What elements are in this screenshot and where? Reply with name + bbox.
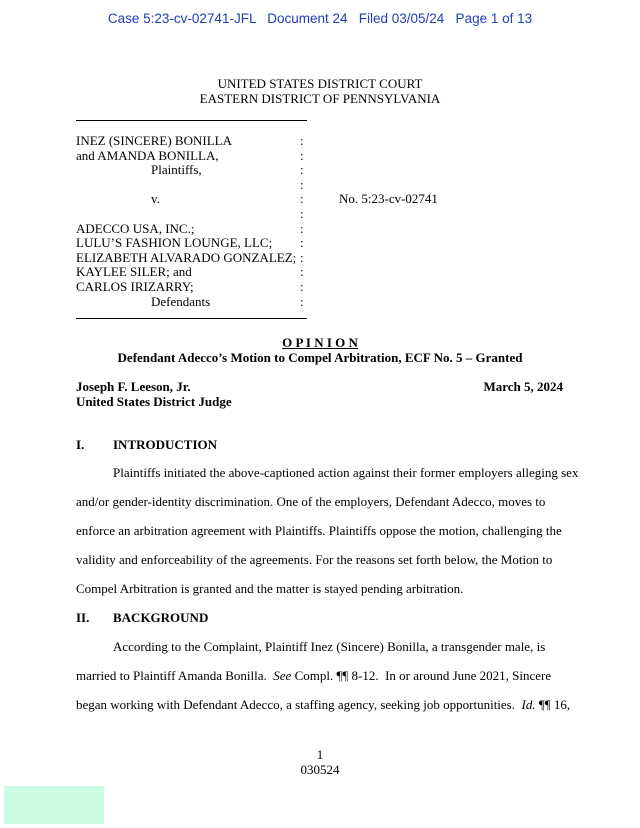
paragraph-line: According to the Complaint, Plaintiff Inez (Sincere) Bonilla, a transgender male, is — [113, 639, 546, 654]
highlight-box — [4, 786, 104, 824]
caption-colon: : — [300, 133, 304, 148]
opinion-title: O P I N I O N — [282, 335, 358, 350]
versus: v. — [151, 191, 160, 207]
plaintiff-name-1: INEZ (SINCERE) BONILLA — [76, 133, 232, 148]
plaintiff-name-2: and AMANDA BONILLA, — [76, 147, 219, 163]
caption-colon: : — [300, 176, 304, 192]
paragraph-line: Plaintiffs initiated the above-captioned action against their former employers alleging sex — [113, 465, 579, 480]
plaintiffs-label: Plaintiffs, — [151, 162, 202, 178]
caption-colon: : — [300, 293, 304, 309]
paragraph-line: enforce an arbitration agreement with Plaintiffs. Plaintiffs oppose the motion, challenging the — [76, 523, 562, 538]
paragraph-line — [76, 668, 551, 684]
caption-colon: : — [300, 249, 304, 265]
caption-colon: : — [300, 235, 304, 251]
caption-colon: : — [300, 264, 304, 280]
opinion-subtitle: Defendant Adecco’s Motion to Compel Arbitration, ECF No. 5 – Granted — [117, 350, 523, 365]
text-run: began working with Defendant Adecco, a staffing agency, seeking job opportunities. — [76, 697, 522, 712]
defendant-name-4: KAYLEE SILER; and — [76, 264, 192, 280]
court-district: EASTERN DISTRICT OF PENNSYLVANIA — [199, 91, 441, 106]
caption-colon: : — [300, 206, 304, 221]
judge-title: United States District Judge — [76, 394, 232, 409]
text-run: Compl. ¶¶ 8-12. In or around June 2021, Sincere — [291, 668, 552, 683]
section-number: I. — [76, 437, 85, 452]
paragraph-line: Compel Arbitration is granted and the matter is stayed pending arbitration. — [76, 581, 464, 596]
caption-bottom-rule — [76, 318, 307, 319]
document-code: 030524 — [300, 762, 340, 777]
caption-colon: : — [300, 191, 304, 207]
caption-colon: : — [300, 162, 304, 178]
defendants-label: Defendants — [151, 293, 211, 309]
section-heading-background: BACKGROUND — [113, 610, 209, 625]
caption-top-rule — [76, 120, 307, 121]
defendant-name-2: LULU’S FASHION LOUNGE, LLC; — [76, 235, 273, 251]
page-number: 1 — [316, 747, 324, 762]
paragraph-line: validity and enforceability of the agreements. For the reasons set forth below, the Motion to — [76, 552, 553, 567]
caption-colon: : — [300, 147, 304, 163]
defendant-name-1: ADECCO USA, INC.; — [76, 220, 195, 236]
ecf-header-stamp: Case 5:23-cv-02741-JFL Document 24 Filed 03/05/24 Page 1 of 13 — [107, 11, 533, 26]
defendant-name-5: CARLOS IRIZARRY; — [76, 279, 194, 294]
citation-signal-see: See — [273, 668, 292, 683]
paragraph-line — [76, 697, 570, 713]
citation-signal-id: Id. — [521, 697, 536, 712]
defendant-name-3: ELIZABETH ALVARADO GONZALEZ; — [76, 249, 297, 265]
caption-colon: : — [300, 220, 304, 236]
opinion-date: March 5, 2024 — [483, 379, 563, 394]
judge-name: Joseph F. Leeson, Jr. — [76, 379, 191, 394]
section-number: II. — [76, 610, 90, 625]
paragraph-line: and/or gender-identity discrimination. One of the employers, Defendant Adecco, moves to — [76, 494, 546, 509]
text-run: married to Plaintiff Amanda Bonilla. — [76, 668, 274, 683]
case-number: No. 5:23-cv-02741 — [339, 191, 438, 207]
section-heading-introduction: INTRODUCTION — [113, 437, 218, 452]
text-run: ¶¶ 16, — [535, 697, 571, 712]
caption-colon: : — [300, 279, 304, 294]
court-name: UNITED STATES DISTRICT COURT — [217, 76, 423, 91]
